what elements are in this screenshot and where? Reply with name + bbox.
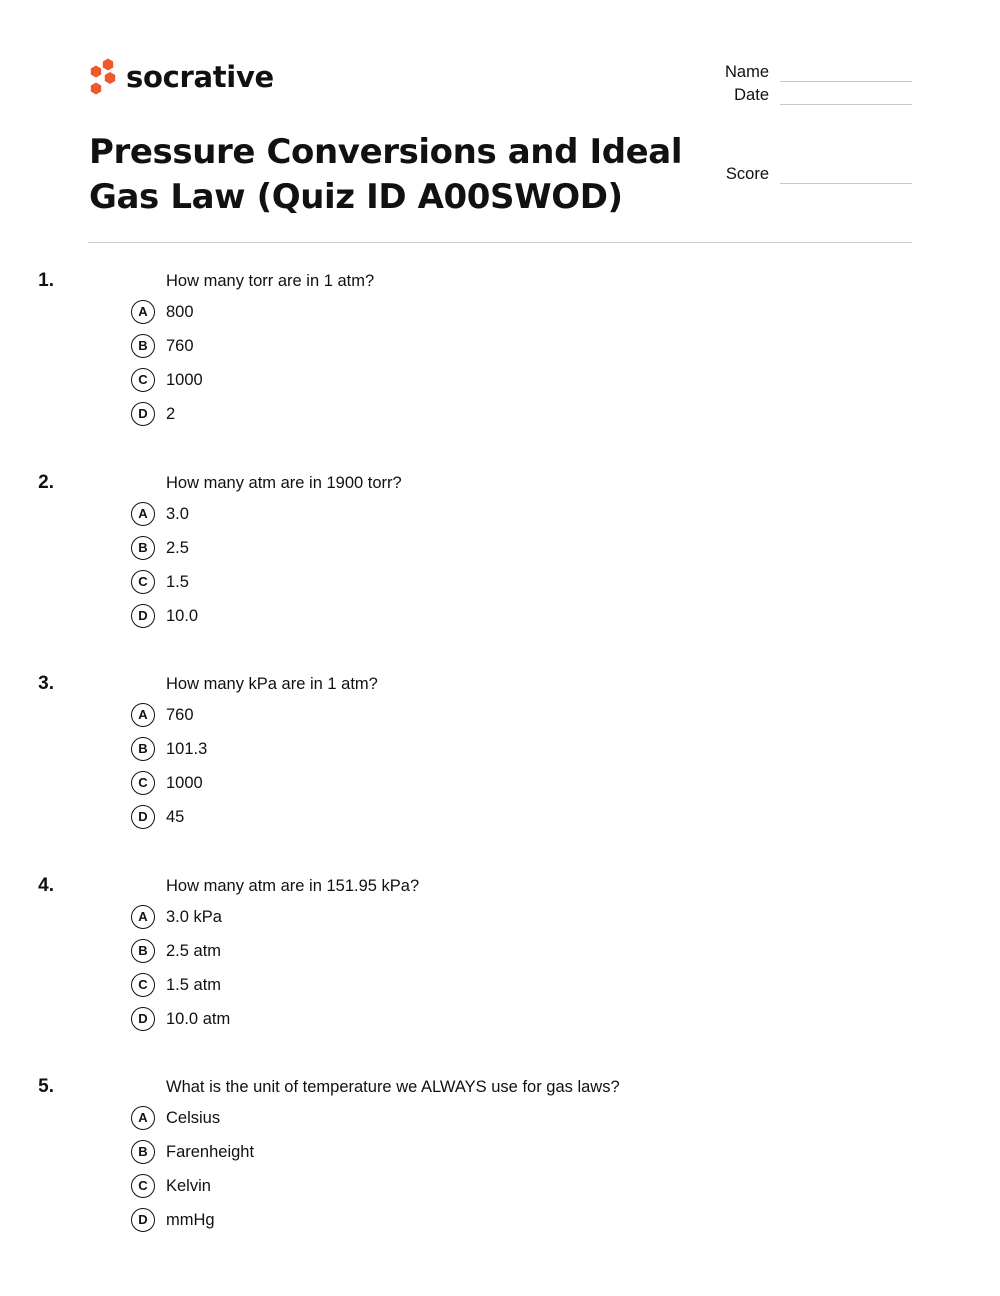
quiz-title: Pressure Conversions and Ideal Gas Law (Quiz ID A00SWOD) (89, 132, 683, 217)
choice-bubble-a[interactable]: A (131, 905, 155, 929)
choice-text: Kelvin (166, 1177, 211, 1195)
answer-choice-a[interactable] (131, 1106, 831, 1132)
choice-bubble-a[interactable]: A (131, 1106, 155, 1130)
score-label: Score (725, 165, 769, 183)
question-text: How many kPa are in 1 atm? (166, 675, 378, 693)
name-line (780, 81, 912, 82)
choice-bubble-b[interactable]: B (131, 1140, 155, 1164)
answer-choice-b[interactable] (131, 939, 831, 965)
header-divider (88, 242, 912, 243)
choice-bubble-d[interactable]: D (131, 1007, 155, 1031)
choice-bubble-a[interactable]: A (131, 300, 155, 324)
brand-name: socrative (126, 60, 274, 94)
question-number: 1. (38, 270, 54, 291)
choice-bubble-a[interactable]: A (131, 502, 155, 526)
question-4 (0, 875, 1000, 1077)
date-line (780, 104, 912, 105)
answer-choice-a[interactable] (131, 502, 831, 528)
question-list (0, 270, 1000, 1278)
answer-choice-a[interactable] (131, 300, 831, 326)
answer-choice-a[interactable] (131, 905, 831, 931)
answer-choice-d[interactable] (131, 402, 831, 428)
choice-text: 760 (166, 706, 194, 724)
choice-text: 10.0 (166, 606, 199, 625)
choice-text: 2 (166, 405, 176, 423)
choice-text: 101.3 (166, 740, 208, 758)
question-header (0, 472, 900, 498)
answer-choice-c[interactable] (131, 570, 831, 596)
question-text: How many torr are in 1 atm? (166, 272, 375, 290)
question-number: 3. (38, 673, 54, 694)
choice-text: 1.5 atm (166, 975, 222, 994)
date-field[interactable] (700, 83, 912, 107)
answer-choice-c[interactable] (131, 771, 831, 797)
question-2 (0, 472, 1000, 674)
hexagon-cluster-icon (88, 57, 118, 97)
choice-bubble-b[interactable]: B (131, 737, 155, 761)
choice-text: Farenheight (166, 1143, 255, 1161)
name-label: Name (724, 63, 769, 81)
choice-text: 1000 (166, 774, 203, 792)
choice-text: mmHg (166, 1211, 215, 1229)
question-header (0, 1076, 900, 1102)
choice-bubble-d[interactable]: D (131, 1208, 155, 1232)
question-3 (0, 673, 1000, 875)
question-header (0, 875, 900, 901)
question-header (0, 270, 900, 296)
choice-bubble-d[interactable]: D (131, 402, 155, 426)
score-field[interactable] (700, 162, 912, 186)
choice-bubble-a[interactable]: A (131, 703, 155, 727)
choice-text: 2.5 (166, 538, 189, 557)
answer-choice-c[interactable] (131, 368, 831, 394)
choice-bubble-b[interactable]: B (131, 334, 155, 358)
choice-bubble-d[interactable]: D (131, 604, 155, 628)
question-number: 2. (38, 471, 54, 493)
choice-text: 760 (166, 337, 194, 355)
answer-choice-b[interactable] (131, 334, 831, 360)
choice-bubble-b[interactable]: B (131, 536, 155, 560)
question-number: 5. (38, 1076, 54, 1097)
choice-bubble-c[interactable]: C (131, 570, 155, 594)
answer-choice-b[interactable] (131, 1140, 831, 1166)
answer-choice-b[interactable] (131, 536, 831, 562)
name-field[interactable] (700, 60, 912, 84)
question-5 (0, 1076, 1000, 1278)
answer-choice-a[interactable] (131, 703, 831, 729)
score-line (780, 183, 912, 184)
choice-text: 2.5 atm (166, 941, 222, 960)
choice-text: 45 (166, 808, 185, 826)
question-header (0, 673, 900, 699)
choice-text: Celsius (166, 1109, 221, 1127)
choice-bubble-c[interactable]: C (131, 973, 155, 997)
question-text: What is the unit of temperature we ALWAYS use for gas laws? (166, 1078, 620, 1096)
choice-text: 1.5 (166, 572, 189, 591)
choice-bubble-c[interactable]: C (131, 368, 155, 392)
choice-text: 800 (166, 303, 194, 321)
choice-text: 1000 (166, 371, 203, 389)
choice-text: 3.0 (166, 504, 189, 523)
question-text: How many atm are in 1900 torr? (166, 473, 402, 492)
answer-choice-d[interactable] (131, 805, 831, 831)
choice-bubble-d[interactable]: D (131, 805, 155, 829)
question-text: How many atm are in 151.95 kPa? (166, 876, 420, 895)
choice-bubble-b[interactable]: B (131, 939, 155, 963)
date-label: Date (734, 86, 769, 104)
choice-text: 3.0 kPa (166, 907, 222, 926)
question-number: 4. (38, 874, 54, 896)
answer-choice-b[interactable] (131, 737, 831, 763)
answer-choice-c[interactable] (131, 973, 831, 999)
question-1 (0, 270, 1000, 472)
choice-bubble-c[interactable]: C (131, 771, 155, 795)
answer-choice-d[interactable] (131, 1208, 831, 1234)
answer-choice-c[interactable] (131, 1174, 831, 1200)
brand-logo (88, 57, 274, 97)
choice-text: 10.0 atm (166, 1009, 231, 1028)
answer-choice-d[interactable] (131, 604, 831, 630)
choice-bubble-c[interactable]: C (131, 1174, 155, 1198)
answer-choice-d[interactable] (131, 1007, 831, 1033)
